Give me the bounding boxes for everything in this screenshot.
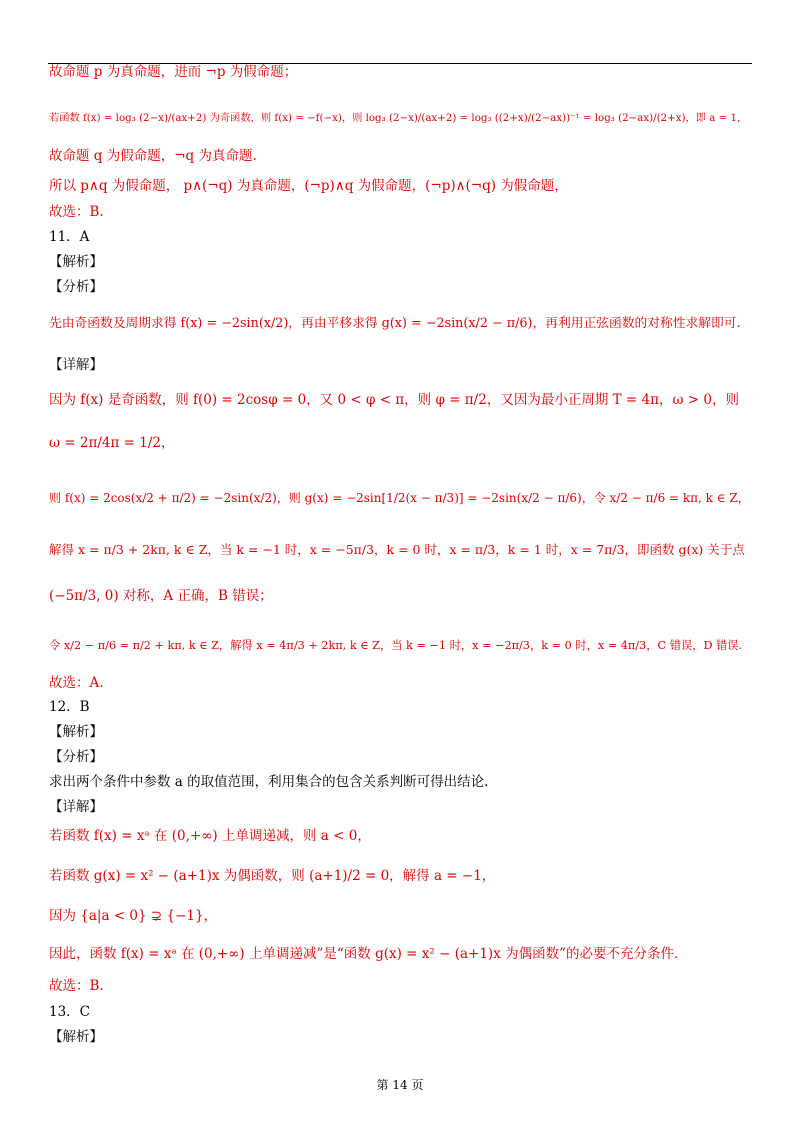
- text-line: ω = 2π/4π = 1/2，: [49, 435, 175, 451]
- section-heading: 【详解】: [49, 357, 103, 373]
- section-heading: 【分析】: [49, 279, 103, 295]
- text-line: 故命题 q 为假命题，¬q 为真命题.: [49, 148, 257, 164]
- text-line: 故选：B.: [49, 204, 104, 220]
- text-line: 若函数 f(x) = xᵃ 在 (0,+∞) 上单调递减，则 a < 0，: [49, 828, 371, 844]
- question-number: 11．A: [49, 229, 90, 245]
- text-line: 因此，函数 f(x) = xᵃ 在 (0,+∞) 上单调递减”是“函数 g(x) = x² − (a+1)x 为偶函数”的必要不充分条件.: [49, 946, 679, 962]
- text-line: 则 f(x) = 2cos(x/2 + π/2) = −2sin(x/2)，则 g(x) = −2sin[1/2(x − π/3)] = −2sin(x/2 − π/6)，令 x/2 − π/6 = kπ, k ∈ Z，: [49, 491, 750, 505]
- page-number: 第 14 页: [376, 1078, 424, 1092]
- text-line: (−5π/3, 0) 对称，A 正确，B 错误；: [49, 588, 273, 604]
- text-line: 故选：A.: [49, 675, 104, 691]
- section-heading: 【解析】: [49, 724, 103, 740]
- text-line: 因为 f(x) 是奇函数，则 f(0) = 2cosφ = 0，又 0 < φ < π，则 φ = π/2，又因为最小正周期 T = 4π，ω > 0，则: [49, 392, 739, 408]
- question-number: 13．C: [49, 1004, 91, 1020]
- section-heading: 【分析】: [49, 749, 103, 765]
- text-line: 所以 p∧q 为假命题， p∧(¬q) 为真命题，(¬p)∧q 为假命题，(¬p)∧(¬q) 为假命题，: [49, 178, 568, 194]
- text-line: 若函数 g(x) = x² − (a+1)x 为偶函数，则 (a+1)/2 = 0，解得 a = −1，: [49, 868, 496, 884]
- text-line: 求出两个条件中参数 a 的取值范围，利用集合的包含关系判断可得出结论.: [49, 774, 489, 790]
- text-line: 因为 {a|a < 0} ⊋ {−1}，: [49, 908, 218, 924]
- text-line: 故选：B.: [49, 978, 104, 994]
- section-heading: 【解析】: [49, 1029, 103, 1045]
- question-number: 12．B: [49, 699, 90, 715]
- text-line: 若函数 f(x) = log₃ (2−x)/(ax+2) 为奇函数，则 f(x) = −f(−x)，则 log₃ (2−x)/(ax+2) = log₃ ((2+x)/(2−ax))⁻¹ = log₃ (2−ax)/(2+x)，即 a = 1，: [49, 112, 748, 124]
- section-heading: 【详解】: [49, 799, 103, 815]
- text-line: 先由奇函数及周期求得 f(x) = −2sin(x/2)，再由平移求得 g(x) = −2sin(x/2 − π/6)，再利用正弦函数的对称性求解即可.: [49, 316, 741, 331]
- text-line: 令 x/2 − π/6 = π/2 + kπ, k ∈ Z，解得 x = 4π/3 + 2kπ, k ∈ Z，当 k = −1 时，x = −2π/3，k = 0 时，x = 4π/3，C 错误，D 错误.: [49, 639, 743, 652]
- text-line: 故命题 p 为真命题，进而 ¬p 为假命题；: [49, 64, 298, 80]
- section-heading: 【解析】: [49, 254, 103, 270]
- text-line: 解得 x = π/3 + 2kπ, k ∈ Z，当 k = −1 时，x = −5π/3，k = 0 时，x = π/3，k = 1 时，x = 7π/3，即函数 g(x) 关于点: [49, 542, 745, 557]
